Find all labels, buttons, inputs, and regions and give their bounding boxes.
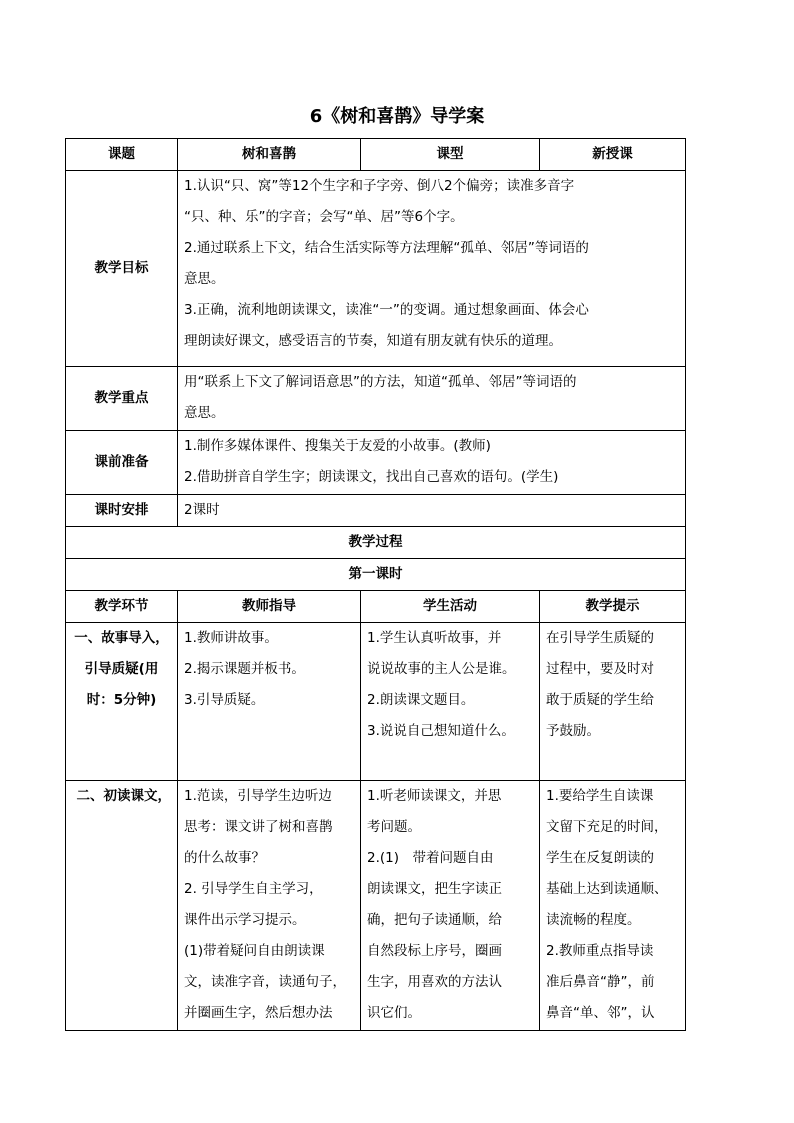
goals-row [66,171,686,367]
prep-line: 2.借助拼音自学生字；朗读课文，找出自己喜欢的语句。(学生) [184,469,559,485]
goals-line: 意思。 [184,271,225,287]
topic-value: 树和喜鹊 [178,139,361,171]
goals-line: 1.认识“只、窝”等12个生字和子字旁、倒八2个偏旁；读准多音字 [184,178,575,194]
key-points-line: 意思。 [184,405,225,421]
stage2-student: 1.听老师读课文，并思 考问题。 2.(1) 带着问题自由 朗读课文，把生字读正 确，把句子读通顺，给 自然段标上序号，圈画 生字，用喜欢的方法认 识它们。 [361,781,540,1031]
stage1-tips: 在引导学生质疑的 过程中，要及时对 敢于质疑的学生给 予鼓励。 [540,623,686,781]
column-header: 教学提示 [540,591,686,623]
prep-content [178,431,686,495]
stage2-row [66,781,686,1031]
key-points-content [178,367,686,431]
header-row [66,139,686,171]
column-header: 教学环节 [66,591,178,623]
goals-line: 理朗读好课文，感受语言的节奏，知道有朋友就有快乐的道理。 [184,333,562,349]
stage1-student: 1.学生认真听故事，并 说说故事的主人公是谁。 2.朗读课文题目。 3.说说自己想知道什么。 [361,623,540,781]
key-points-row [66,367,686,431]
stage1-teacher: 1.教师讲故事。 2.揭示课题并板书。 3.引导质疑。 [178,623,361,781]
stage2-tips: 1.要给学生自读课 文留下充足的时间， 学生在反复朗读的 基础上达到读通顺、 读流畅的程度。 2.教师重点指导读 准后鼻音“静”，前 鼻音“单、邻”，认 [540,781,686,1031]
column-header-row [66,591,686,623]
goals-content [178,171,686,367]
period-title-row [66,559,686,591]
goals-line: “只、种、乐”的字音；会写“单、居”等6个字。 [184,209,464,225]
prep-line: 1.制作多媒体课件、搜集关于友爱的小故事。(教师) [184,438,491,454]
column-header: 教师指导 [178,591,361,623]
process-title-row [66,527,686,559]
stage2-name: 二、初读课文， [66,781,178,1031]
key-points-label: 教学重点 [66,367,178,431]
goals-label: 教学目标 [66,171,178,367]
period-title: 第一课时 [66,559,686,591]
schedule-row [66,495,686,527]
stage2-teacher: 1.范读，引导学生边听边 思考：课文讲了树和喜鹊 的什么故事？ 2. 引导学生自主学习， 课件出示学习提示。 (1)带着疑问自由朗读课 文，读准字音，读通句子， 并圈画生字，然后想办法 [178,781,361,1031]
process-title: 教学过程 [66,527,686,559]
schedule-label: 课时安排 [66,495,178,527]
stage1-name: 一、故事导入， 引导质疑(用 时：5分钟) [66,623,178,781]
prep-row [66,431,686,495]
schedule-value: 2课时 [178,495,686,527]
stage1-row [66,623,686,781]
page-title: 6《树和喜鹊》导学案 [309,106,485,127]
goals-line: 2.通过联系上下文，结合生活实际等方法理解“孤单、邻居”等词语的 [184,240,589,256]
goals-line: 3.正确，流利地朗读课文，读准“一”的变调。通过想象画面、体会心 [184,302,589,318]
column-header: 学生活动 [361,591,540,623]
prep-label: 课前准备 [66,431,178,495]
key-points-line: 用“联系上下文了解词语意思”的方法，知道“孤单、邻居”等词语的 [184,374,577,390]
type-value: 新授课 [540,139,686,171]
topic-label: 课题 [66,139,178,171]
type-label: 课型 [361,139,540,171]
lesson-plan-table [65,138,686,1031]
